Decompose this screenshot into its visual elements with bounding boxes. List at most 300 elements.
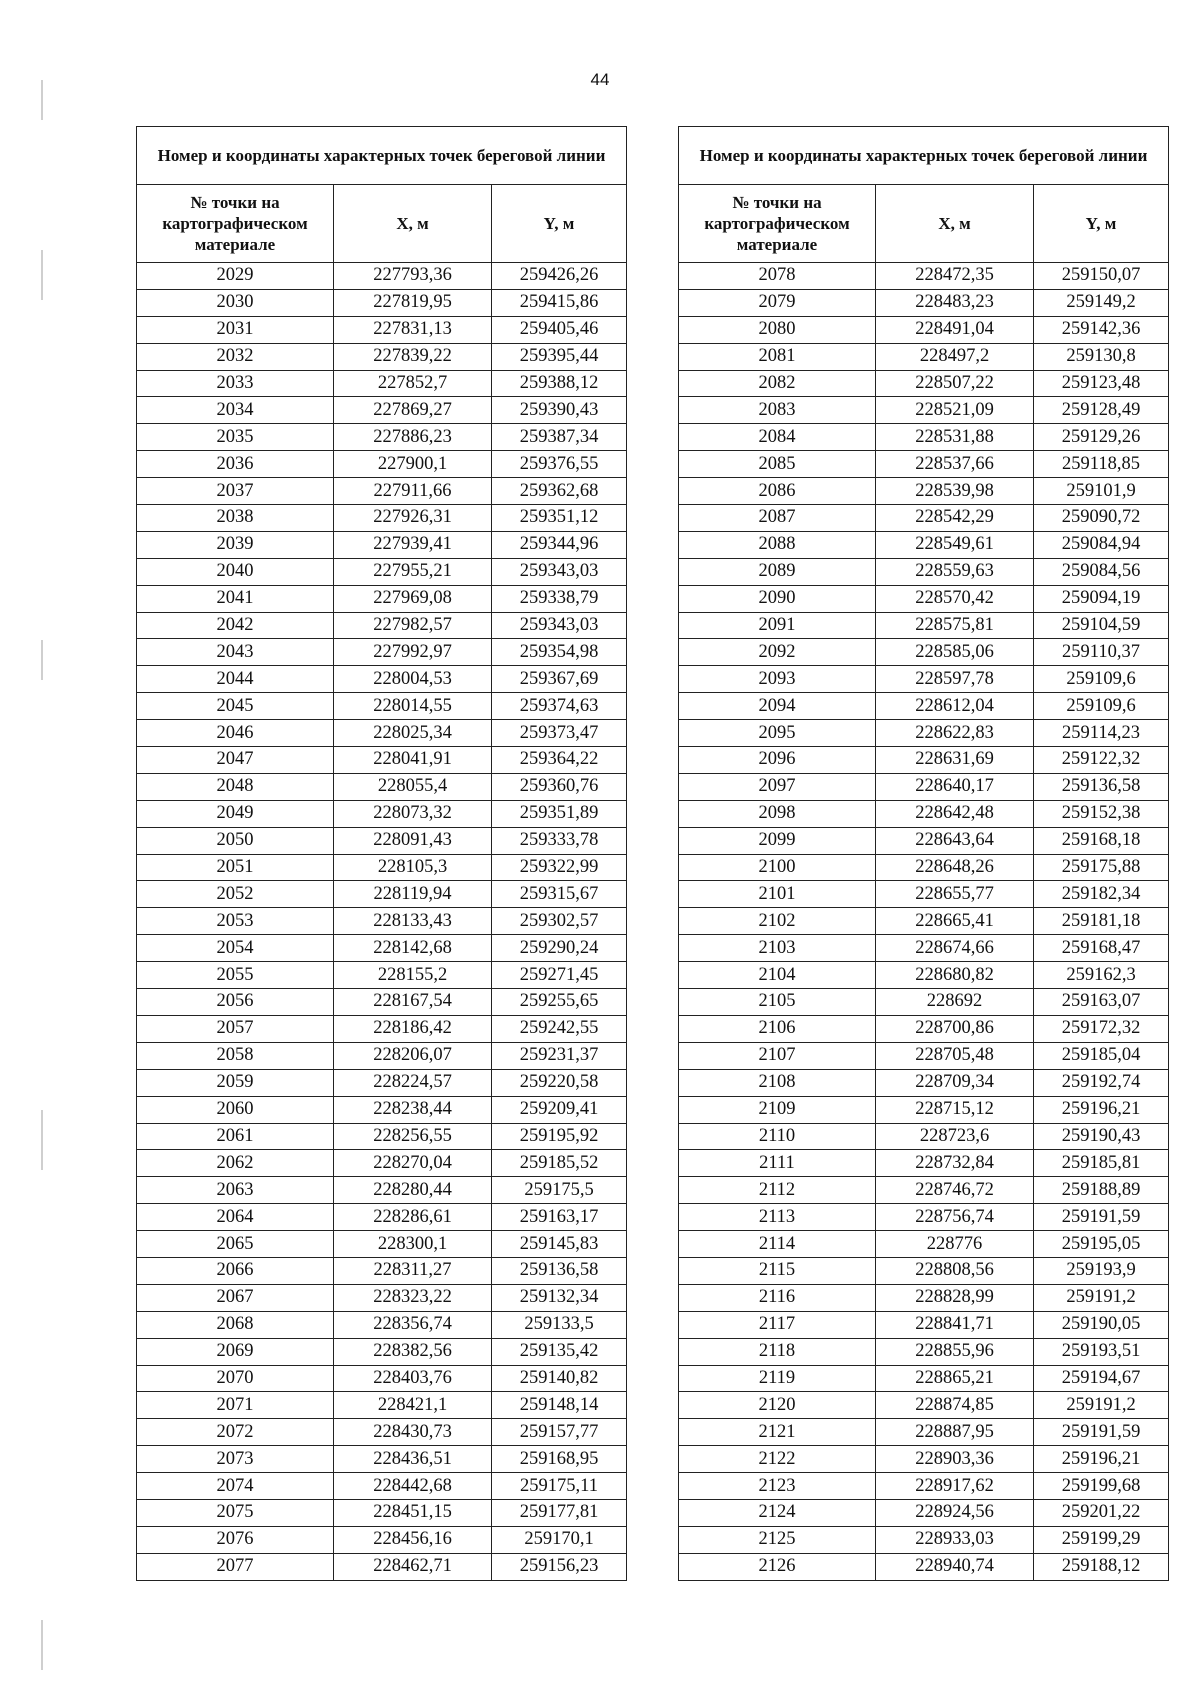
cell-y: 259094,19 [1034, 585, 1169, 612]
cell-y: 259191,2 [1034, 1284, 1169, 1311]
cell-point-number: 2110 [679, 1123, 876, 1150]
cell-y: 259344,96 [492, 531, 627, 558]
cell-y: 259163,07 [1034, 989, 1169, 1016]
cell-y: 259322,99 [492, 854, 627, 881]
table-row [137, 1392, 627, 1419]
cell-x: 228808,56 [876, 1257, 1034, 1284]
cell-point-number: 2111 [679, 1150, 876, 1177]
cell-point-number: 2115 [679, 1257, 876, 1284]
cell-x: 228756,74 [876, 1204, 1034, 1231]
table-row [679, 1069, 1169, 1096]
cell-x: 228855,96 [876, 1338, 1034, 1365]
cell-point-number: 2035 [137, 424, 334, 451]
cell-x: 228091,43 [334, 827, 492, 854]
cell-x: 228073,32 [334, 800, 492, 827]
table-row [679, 1365, 1169, 1392]
cell-x: 228442,68 [334, 1473, 492, 1500]
cell-x: 227900,1 [334, 451, 492, 478]
cell-x: 228655,77 [876, 881, 1034, 908]
cell-point-number: 2093 [679, 666, 876, 693]
table-row [137, 424, 627, 451]
cell-y: 259168,95 [492, 1446, 627, 1473]
column-header-point-number: № точки на картографическом материале [137, 185, 334, 263]
cell-x: 228940,74 [876, 1553, 1034, 1580]
table-row [137, 800, 627, 827]
cell-x: 228483,23 [876, 289, 1034, 316]
cell-point-number: 2112 [679, 1177, 876, 1204]
cell-point-number: 2081 [679, 343, 876, 370]
cell-x: 228142,68 [334, 935, 492, 962]
cell-point-number: 2113 [679, 1204, 876, 1231]
cell-y: 259084,94 [1034, 531, 1169, 558]
table-row [137, 1553, 627, 1580]
cell-y: 259185,81 [1034, 1150, 1169, 1177]
cell-point-number: 2117 [679, 1311, 876, 1338]
cell-point-number: 2048 [137, 773, 334, 800]
cell-x: 228746,72 [876, 1177, 1034, 1204]
cell-x: 228270,04 [334, 1150, 492, 1177]
cell-y: 259191,59 [1034, 1419, 1169, 1446]
cell-x: 228723,6 [876, 1123, 1034, 1150]
table-row [137, 1526, 627, 1553]
table-row [137, 935, 627, 962]
table-row [679, 639, 1169, 666]
cell-point-number: 2100 [679, 854, 876, 881]
cell-point-number: 2078 [679, 263, 876, 290]
cell-y: 259193,9 [1034, 1257, 1169, 1284]
table-row [137, 962, 627, 989]
cell-point-number: 2079 [679, 289, 876, 316]
cell-x: 227839,22 [334, 343, 492, 370]
cell-point-number: 2122 [679, 1446, 876, 1473]
table-row [137, 1419, 627, 1446]
cell-y: 259374,63 [492, 693, 627, 720]
coordinates-table-right [678, 126, 1169, 1581]
cell-point-number: 2031 [137, 316, 334, 343]
cell-x: 228640,17 [876, 773, 1034, 800]
cell-x: 228356,74 [334, 1311, 492, 1338]
cell-point-number: 2044 [137, 666, 334, 693]
cell-x: 228430,73 [334, 1419, 492, 1446]
cell-y: 259190,05 [1034, 1311, 1169, 1338]
table-row [137, 1042, 627, 1069]
cell-x: 228491,04 [876, 316, 1034, 343]
table-row [137, 854, 627, 881]
table-row [137, 505, 627, 532]
cell-y: 259196,21 [1034, 1096, 1169, 1123]
cell-x: 227911,66 [334, 478, 492, 505]
cell-x: 228436,51 [334, 1446, 492, 1473]
table-row [679, 531, 1169, 558]
cell-point-number: 2046 [137, 720, 334, 747]
table-row [137, 451, 627, 478]
cell-point-number: 2086 [679, 478, 876, 505]
table-row [679, 693, 1169, 720]
cell-point-number: 2120 [679, 1392, 876, 1419]
cell-point-number: 2124 [679, 1499, 876, 1526]
cell-point-number: 2101 [679, 881, 876, 908]
table-row [679, 747, 1169, 774]
table-row [137, 1257, 627, 1284]
cell-y: 259156,23 [492, 1553, 627, 1580]
cell-y: 259132,34 [492, 1284, 627, 1311]
cell-point-number: 2038 [137, 505, 334, 532]
cell-point-number: 2096 [679, 747, 876, 774]
table-row [679, 1553, 1169, 1580]
cell-x: 228715,12 [876, 1096, 1034, 1123]
table-row [679, 451, 1169, 478]
cell-x: 228041,91 [334, 747, 492, 774]
cell-point-number: 2106 [679, 1015, 876, 1042]
page-number: 44 [590, 70, 610, 89]
table-row [679, 1015, 1169, 1042]
cell-x: 228421,1 [334, 1392, 492, 1419]
cell-y: 259191,2 [1034, 1392, 1169, 1419]
cell-x: 227831,13 [334, 316, 492, 343]
cell-point-number: 2066 [137, 1257, 334, 1284]
cell-x: 228665,41 [876, 908, 1034, 935]
table-body [679, 263, 1169, 1581]
table-row [137, 881, 627, 908]
cell-point-number: 2061 [137, 1123, 334, 1150]
cell-x: 228105,3 [334, 854, 492, 881]
table-row [679, 1231, 1169, 1258]
cell-y: 259140,82 [492, 1365, 627, 1392]
cell-y: 259231,37 [492, 1042, 627, 1069]
cell-point-number: 2077 [137, 1553, 334, 1580]
cell-y: 259152,38 [1034, 800, 1169, 827]
cell-point-number: 2055 [137, 962, 334, 989]
cell-y: 259145,83 [492, 1231, 627, 1258]
cell-point-number: 2105 [679, 989, 876, 1016]
cell-x: 228631,69 [876, 747, 1034, 774]
cell-y: 259170,1 [492, 1526, 627, 1553]
cell-point-number: 2091 [679, 612, 876, 639]
cell-point-number: 2119 [679, 1365, 876, 1392]
table-row [679, 1123, 1169, 1150]
cell-point-number: 2090 [679, 585, 876, 612]
cell-x: 227869,27 [334, 397, 492, 424]
cell-point-number: 2116 [679, 1284, 876, 1311]
table-row [137, 263, 627, 290]
cell-y: 259376,55 [492, 451, 627, 478]
cell-y: 259388,12 [492, 370, 627, 397]
table-row [679, 397, 1169, 424]
cell-y: 259343,03 [492, 558, 627, 585]
cell-y: 259343,03 [492, 612, 627, 639]
cell-x: 228004,53 [334, 666, 492, 693]
cell-y: 259114,23 [1034, 720, 1169, 747]
table-row [679, 558, 1169, 585]
table-row [679, 585, 1169, 612]
cell-x: 227886,23 [334, 424, 492, 451]
cell-x: 228917,62 [876, 1473, 1034, 1500]
cell-point-number: 2058 [137, 1042, 334, 1069]
table-row [679, 720, 1169, 747]
table-row [679, 827, 1169, 854]
cell-x: 228705,48 [876, 1042, 1034, 1069]
table-row [679, 989, 1169, 1016]
cell-y: 259157,77 [492, 1419, 627, 1446]
cell-point-number: 2099 [679, 827, 876, 854]
cell-y: 259182,34 [1034, 881, 1169, 908]
table-row [679, 1499, 1169, 1526]
cell-y: 259133,5 [492, 1311, 627, 1338]
table-row [137, 1446, 627, 1473]
cell-x: 228612,04 [876, 693, 1034, 720]
cell-x: 228025,34 [334, 720, 492, 747]
column-header-y: Y, м [1034, 185, 1169, 263]
cell-y: 259142,36 [1034, 316, 1169, 343]
cell-point-number: 2064 [137, 1204, 334, 1231]
table-row [137, 1204, 627, 1231]
cell-y: 259315,67 [492, 881, 627, 908]
coordinates-table-left [136, 126, 627, 1581]
cell-y: 259084,56 [1034, 558, 1169, 585]
scan-margin-mark [41, 1110, 43, 1170]
table-row [679, 424, 1169, 451]
cell-point-number: 2073 [137, 1446, 334, 1473]
cell-x: 228642,48 [876, 800, 1034, 827]
cell-x: 228521,09 [876, 397, 1034, 424]
cell-x: 228323,22 [334, 1284, 492, 1311]
cell-point-number: 2118 [679, 1338, 876, 1365]
cell-point-number: 2103 [679, 935, 876, 962]
table-body [137, 263, 627, 1581]
cell-point-number: 2036 [137, 451, 334, 478]
cell-y: 259136,58 [1034, 773, 1169, 800]
cell-y: 259373,47 [492, 720, 627, 747]
table-row [137, 1231, 627, 1258]
table-row [137, 827, 627, 854]
cell-y: 259118,85 [1034, 451, 1169, 478]
cell-x: 228732,84 [876, 1150, 1034, 1177]
cell-x: 228055,4 [334, 773, 492, 800]
cell-x: 228776 [876, 1231, 1034, 1258]
cell-y: 259175,88 [1034, 854, 1169, 881]
cell-point-number: 2074 [137, 1473, 334, 1500]
cell-point-number: 2092 [679, 639, 876, 666]
table-row [679, 1257, 1169, 1284]
cell-y: 259354,98 [492, 639, 627, 666]
cell-point-number: 2087 [679, 505, 876, 532]
cell-point-number: 2049 [137, 800, 334, 827]
table-row [679, 800, 1169, 827]
table-row [137, 585, 627, 612]
cell-point-number: 2080 [679, 316, 876, 343]
table-row [137, 531, 627, 558]
cell-y: 259362,68 [492, 478, 627, 505]
cell-point-number: 2084 [679, 424, 876, 451]
cell-x: 228585,06 [876, 639, 1034, 666]
cell-y: 259193,51 [1034, 1338, 1169, 1365]
cell-point-number: 2121 [679, 1419, 876, 1446]
cell-y: 259190,43 [1034, 1123, 1169, 1150]
table-row [679, 1311, 1169, 1338]
cell-y: 259109,6 [1034, 666, 1169, 693]
table-row [137, 747, 627, 774]
cell-x: 228648,26 [876, 854, 1034, 881]
cell-point-number: 2071 [137, 1392, 334, 1419]
cell-x: 228549,61 [876, 531, 1034, 558]
cell-point-number: 2126 [679, 1553, 876, 1580]
cell-x: 227926,31 [334, 505, 492, 532]
cell-x: 228692 [876, 989, 1034, 1016]
cell-x: 228403,76 [334, 1365, 492, 1392]
cell-point-number: 2108 [679, 1069, 876, 1096]
cell-point-number: 2032 [137, 343, 334, 370]
cell-y: 259415,86 [492, 289, 627, 316]
cell-point-number: 2109 [679, 1096, 876, 1123]
cell-x: 228643,64 [876, 827, 1034, 854]
cell-x: 228828,99 [876, 1284, 1034, 1311]
cell-x: 227982,57 [334, 612, 492, 639]
cell-x: 227852,7 [334, 370, 492, 397]
cell-point-number: 2067 [137, 1284, 334, 1311]
cell-point-number: 2125 [679, 1526, 876, 1553]
cell-point-number: 2054 [137, 935, 334, 962]
cell-y: 259426,26 [492, 263, 627, 290]
table-row [137, 1096, 627, 1123]
table-row [137, 478, 627, 505]
cell-point-number: 2123 [679, 1473, 876, 1500]
table-row [137, 289, 627, 316]
table-row [137, 343, 627, 370]
table-row [137, 397, 627, 424]
cell-y: 259130,8 [1034, 343, 1169, 370]
table-row [137, 1177, 627, 1204]
table-row [137, 773, 627, 800]
table-row [679, 1150, 1169, 1177]
cell-x: 227939,41 [334, 531, 492, 558]
cell-y: 259172,32 [1034, 1015, 1169, 1042]
scan-margin-mark [41, 250, 43, 300]
cell-x: 227955,21 [334, 558, 492, 585]
cell-point-number: 2107 [679, 1042, 876, 1069]
cell-x: 228874,85 [876, 1392, 1034, 1419]
cell-point-number: 2060 [137, 1096, 334, 1123]
cell-x: 228865,21 [876, 1365, 1034, 1392]
cell-point-number: 2056 [137, 989, 334, 1016]
table-row [679, 1473, 1169, 1500]
cell-y: 259128,49 [1034, 397, 1169, 424]
table-row [679, 1284, 1169, 1311]
cell-x: 228224,57 [334, 1069, 492, 1096]
cell-point-number: 2057 [137, 1015, 334, 1042]
cell-y: 259387,34 [492, 424, 627, 451]
cell-x: 228597,78 [876, 666, 1034, 693]
cell-y: 259338,79 [492, 585, 627, 612]
cell-point-number: 2089 [679, 558, 876, 585]
cell-x: 228559,63 [876, 558, 1034, 585]
table-row [137, 1015, 627, 1042]
cell-y: 259163,17 [492, 1204, 627, 1231]
table-row [679, 478, 1169, 505]
cell-y: 259364,22 [492, 747, 627, 774]
table-row [679, 505, 1169, 532]
cell-y: 259405,46 [492, 316, 627, 343]
cell-y: 259192,74 [1034, 1069, 1169, 1096]
cell-x: 228167,54 [334, 989, 492, 1016]
cell-x: 228472,35 [876, 263, 1034, 290]
cell-point-number: 2072 [137, 1419, 334, 1446]
cell-y: 259090,72 [1034, 505, 1169, 532]
table-row [137, 908, 627, 935]
cell-point-number: 2033 [137, 370, 334, 397]
cell-x: 228709,34 [876, 1069, 1034, 1096]
cell-y: 259109,6 [1034, 693, 1169, 720]
cell-y: 259209,41 [492, 1096, 627, 1123]
cell-x: 228206,07 [334, 1042, 492, 1069]
cell-y: 259175,11 [492, 1473, 627, 1500]
cell-x: 228539,98 [876, 478, 1034, 505]
cell-x: 227992,97 [334, 639, 492, 666]
table-row [137, 1069, 627, 1096]
cell-point-number: 2069 [137, 1338, 334, 1365]
column-header-y: Y, м [492, 185, 627, 263]
table-row [679, 1042, 1169, 1069]
cell-point-number: 2088 [679, 531, 876, 558]
cell-y: 259150,07 [1034, 263, 1169, 290]
cell-x: 227793,36 [334, 263, 492, 290]
cell-point-number: 2042 [137, 612, 334, 639]
cell-x: 228903,36 [876, 1446, 1034, 1473]
cell-y: 259149,2 [1034, 289, 1169, 316]
cell-y: 259360,76 [492, 773, 627, 800]
cell-y: 259148,14 [492, 1392, 627, 1419]
cell-x: 228700,86 [876, 1015, 1034, 1042]
cell-point-number: 2065 [137, 1231, 334, 1258]
cell-x: 228451,15 [334, 1499, 492, 1526]
table-row [679, 881, 1169, 908]
scan-margin-mark [41, 640, 43, 680]
cell-point-number: 2082 [679, 370, 876, 397]
table-row [679, 316, 1169, 343]
cell-point-number: 2041 [137, 585, 334, 612]
table-row [137, 666, 627, 693]
cell-point-number: 2076 [137, 1526, 334, 1553]
cell-x: 228933,03 [876, 1526, 1034, 1553]
cell-point-number: 2040 [137, 558, 334, 585]
table-row [137, 316, 627, 343]
table-row [679, 263, 1169, 290]
cell-y: 259201,22 [1034, 1499, 1169, 1526]
table-row [679, 1338, 1169, 1365]
table-row [679, 1177, 1169, 1204]
cell-point-number: 2062 [137, 1150, 334, 1177]
cell-x: 228300,1 [334, 1231, 492, 1258]
cell-point-number: 2045 [137, 693, 334, 720]
cell-x: 228542,29 [876, 505, 1034, 532]
cell-y: 259351,12 [492, 505, 627, 532]
table-row [137, 693, 627, 720]
cell-y: 259194,67 [1034, 1365, 1169, 1392]
table-title: Номер и координаты характерных точек береговой линии [679, 127, 1169, 185]
table-row [679, 370, 1169, 397]
cell-x: 228133,43 [334, 908, 492, 935]
cell-x: 228382,56 [334, 1338, 492, 1365]
cell-point-number: 2102 [679, 908, 876, 935]
cell-y: 259367,69 [492, 666, 627, 693]
cell-y: 259188,12 [1034, 1553, 1169, 1580]
cell-point-number: 2070 [137, 1365, 334, 1392]
cell-y: 259135,42 [492, 1338, 627, 1365]
cell-point-number: 2095 [679, 720, 876, 747]
table-row [679, 962, 1169, 989]
cell-point-number: 2085 [679, 451, 876, 478]
cell-point-number: 2097 [679, 773, 876, 800]
table-row [679, 1096, 1169, 1123]
